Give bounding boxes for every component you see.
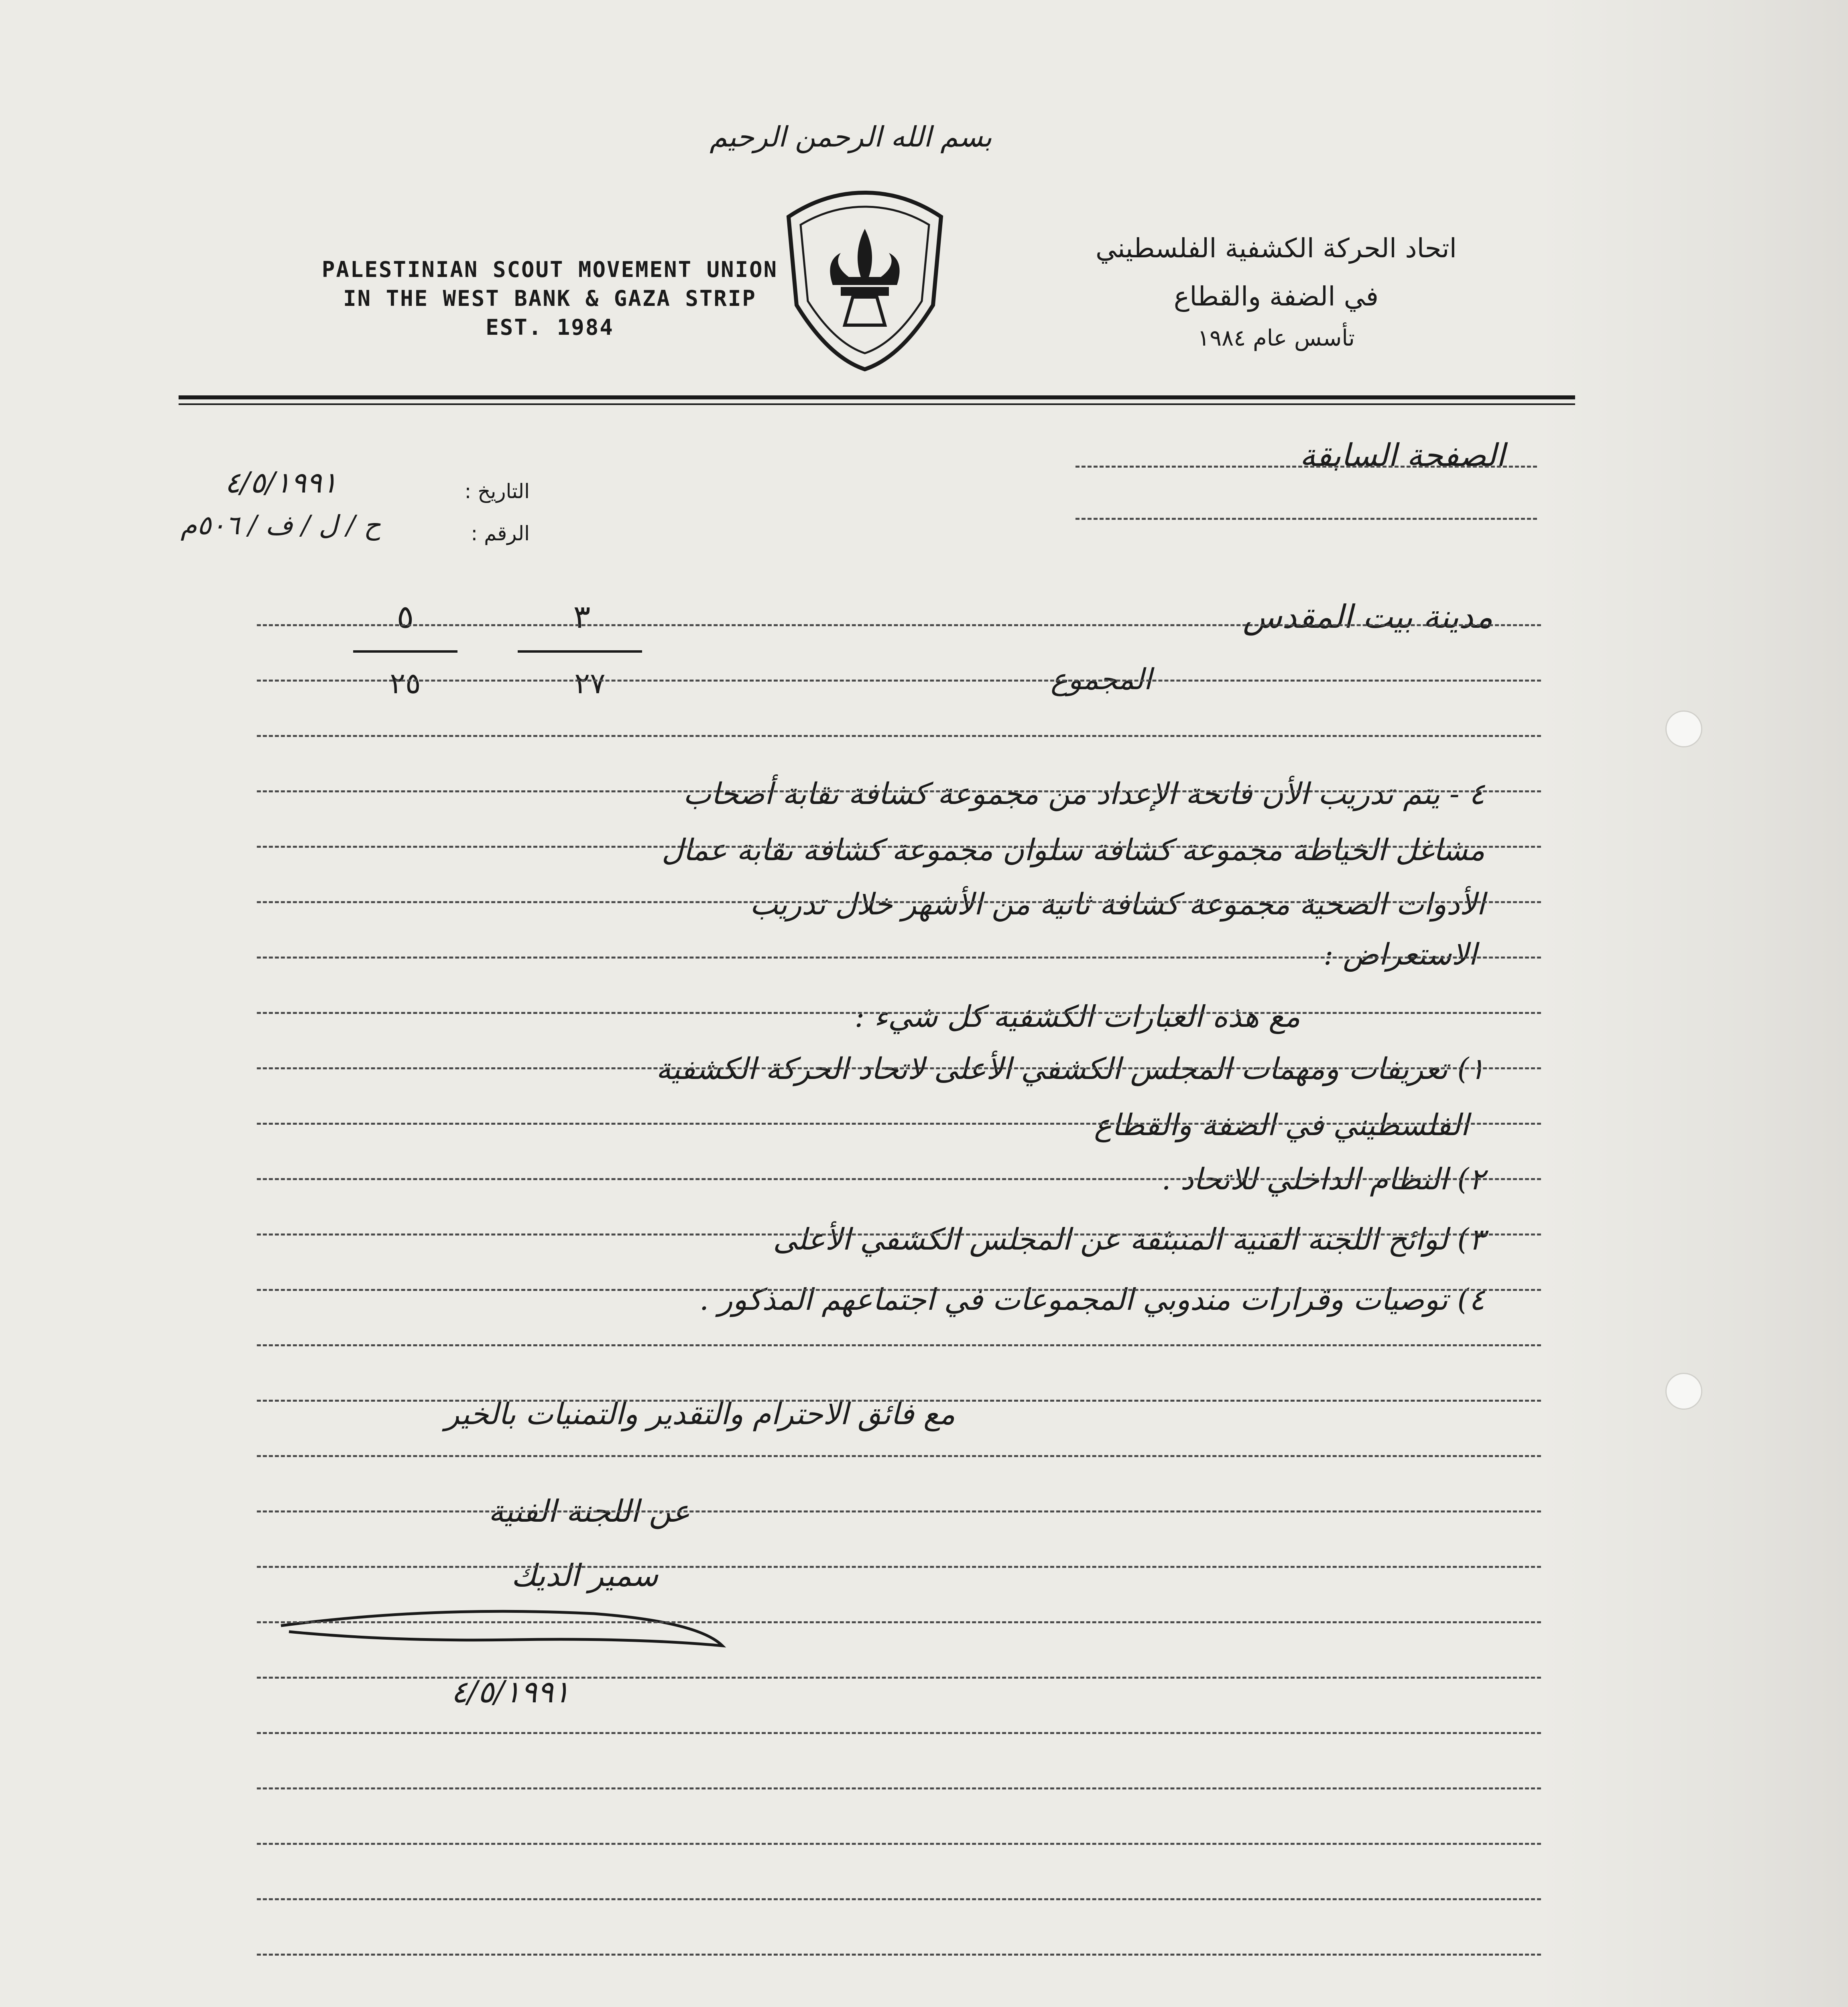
ruled-line [257, 846, 1541, 848]
body-line: ٤ - يتم تدريب الأن فانحة الإعداد من مجموعة كشافة نقابة أصحاب [683, 777, 1485, 811]
tally-col2-divider [518, 650, 642, 653]
body-line: ٢) النظام الداخلي للاتحاد . [1161, 1162, 1485, 1197]
org-name-english-line-1: PALESTINIAN SCOUT MOVEMENT UNION [321, 257, 778, 282]
fleur-de-lis-icon [830, 229, 899, 285]
body-line: مشاغل الخياطة مجموعة كشافة سلوان مجموعة كشافة نقابة عمال [661, 833, 1485, 867]
body-line: الفلسطيني في الضفة والقطاع [1094, 1108, 1469, 1142]
signature-committee: عن اللجنة الفنية [488, 1493, 690, 1529]
ruled-line [257, 1510, 1541, 1512]
body-line: مع هذه العبارات الكشفية كل شيء : [854, 999, 1300, 1034]
ruled-line [257, 1234, 1541, 1236]
ruled-line [1075, 466, 1537, 468]
body-line: الأدوات الصحية مجموعة كشافة ثانية من الأشهر خلال تدريب [750, 887, 1485, 922]
ruled-line [257, 1400, 1541, 1402]
ruled-line [257, 735, 1541, 737]
org-name-arabic-line-2: في الضفة والقطاع [1173, 281, 1379, 312]
tally-place: مدينة بيت المقدس [1243, 598, 1493, 635]
ruled-line [257, 1566, 1541, 1568]
tally-total-label: المجموع [1051, 662, 1152, 696]
number-label: الرقم : [471, 522, 530, 545]
punch-hole-top [1665, 710, 1702, 747]
body-line: الاستعراض : [1323, 937, 1477, 972]
ruled-line [257, 680, 1541, 682]
date-value: ٤/٥/١٩٩١ [225, 466, 337, 499]
punch-hole-bottom [1665, 1373, 1702, 1410]
ruled-line [257, 1455, 1541, 1457]
date-label: التاريخ : [464, 480, 530, 503]
org-name-english-line-3: EST. 1984 [486, 315, 614, 340]
sheet-edge-shadow [1537, 0, 1848, 2007]
header-rule-thin [179, 403, 1575, 405]
ruled-line [257, 1843, 1541, 1845]
tally-col2-top: ٣ [573, 598, 591, 635]
ruled-line [257, 1898, 1541, 1900]
ruled-line [257, 624, 1541, 626]
body-line: مع فائق الاحترام والتقدير والتمنيات بالخير [445, 1397, 955, 1431]
scout-emblem-icon [781, 185, 949, 377]
ruled-line [257, 957, 1541, 959]
number-value: ح / ل / ف / ٥٠٦م [181, 510, 381, 541]
org-name-english-line-2: IN THE WEST BANK & GAZA STRIP [343, 286, 756, 311]
body-line: ١) تعريفات ومهمات المجلس الكشفي الأعلى لاتحاد الحركة الكشفية [656, 1052, 1485, 1086]
ruled-line [257, 1289, 1541, 1291]
org-name-arabic-line-1: اتحاد الحركة الكشفية الفلسطيني [1095, 233, 1457, 264]
org-name-arabic-line-3: تأسس عام ١٩٨٤ [1197, 325, 1355, 351]
signature-name: سمير الديك [511, 1557, 658, 1593]
ruled-line [1075, 518, 1537, 520]
tally-col2-bottom: ٢٧ [574, 666, 606, 700]
tally-col1-divider [353, 650, 457, 653]
ruled-line [257, 1732, 1541, 1734]
ruled-line [257, 1954, 1541, 1956]
ruled-line [257, 790, 1541, 792]
signature-flourish [273, 1602, 746, 1658]
tally-col1-top: ٥ [396, 598, 414, 635]
ruled-line [257, 1178, 1541, 1180]
ruled-line [257, 1787, 1541, 1789]
ruled-line [257, 901, 1541, 903]
ruled-line [257, 1067, 1541, 1069]
header-rule [179, 395, 1575, 399]
tally-col1-bottom: ٢٥ [390, 666, 421, 700]
signature-date: ٤/٥/١٩٩١ [451, 1674, 570, 1710]
ruled-line [257, 1677, 1541, 1679]
ruled-line [257, 1012, 1541, 1014]
body-line: ٤) توصيات وقرارات مندوبي المجموعات في اجتماعهم المذكور . [699, 1282, 1485, 1317]
body-line: ٣) لوائح اللجنة الفنية المنبثقة عن المجلس الكشفي الأعلى [773, 1222, 1485, 1257]
ruled-line [257, 1621, 1541, 1623]
ruled-line [257, 1344, 1541, 1346]
ruled-line [257, 1123, 1541, 1125]
basmala: بسم الله الرحمن الرحيم [710, 120, 992, 153]
addressee: الصفحة السابقة [1299, 438, 1505, 474]
